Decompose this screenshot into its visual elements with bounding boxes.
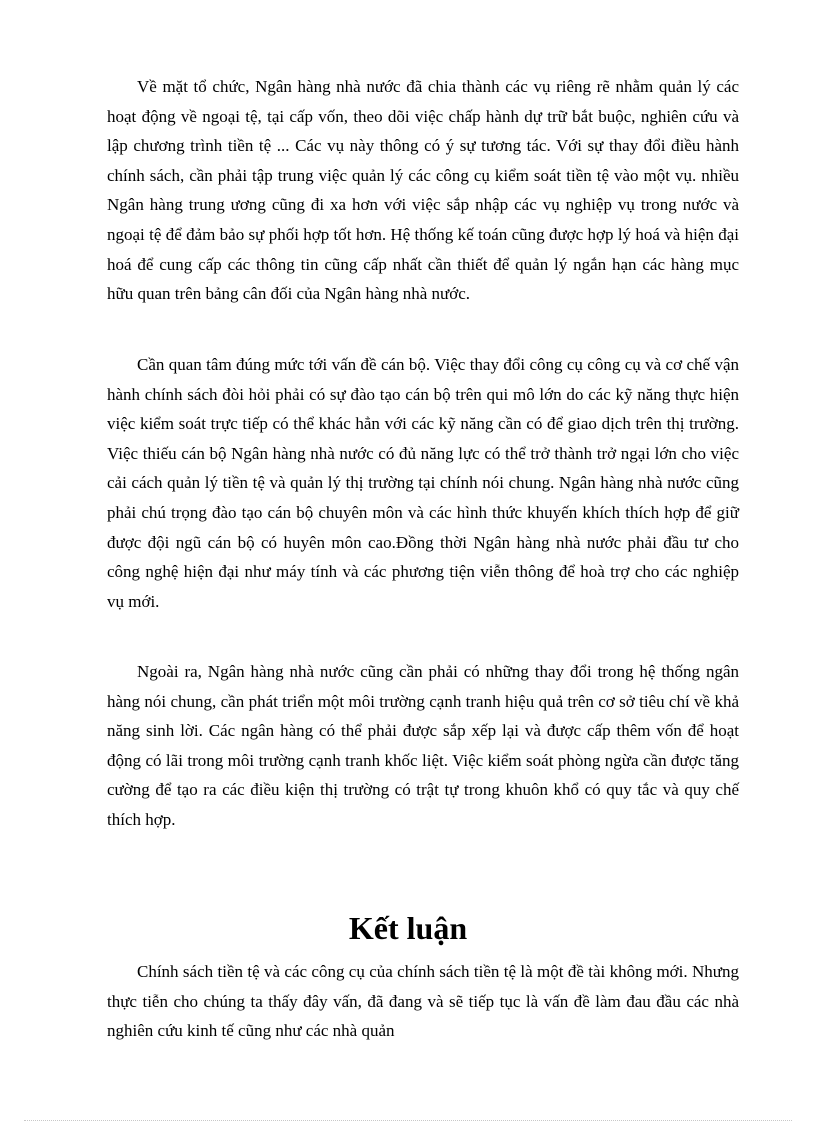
- paragraph-3: Ngoài ra, Ngân hàng nhà nước cũng cần phải có những thay đổi trong hệ thống ngân hàng nói chung, cần phát triển một môi trường cạnh tranh hiệu quả trên cơ sở tiêu chí về khả năng sinh lời. Các ngân hàng có thể phải được sắp xếp lại và được cấp thêm vốn để hoạt động có lãi trong môi trường cạnh tranh khốc liệt. Việc kiểm soát phòng ngừa cần được tăng cường để tạo ra các điều kiện thị trường có trật tự trong khuôn khổ có quy tắc và quy chế thích hợp.: [107, 662, 739, 829]
- paragraph-4: Chính sách tiền tệ và các công cụ của chính sách tiền tệ là một đề tài không mới. Nhưng thực tiễn cho chúng ta thấy đây vấn, đã đang và sẽ tiếp tục là vấn đề làm đau đầu các nhà nghiên cứu kinh tế cũng như các nhà quản: [107, 962, 739, 1041]
- paragraph-2: Cần quan tâm đúng mức tới vấn đề cán bộ. Việc thay đổi công cụ công cụ và cơ chế vận hành chính sách đòi hỏi phải có sự đào tạo cán bộ trên qui mô lớn do các kỹ năng thực hiện việc kiểm soát trực tiếp có thể khác hẳn với các kỹ năng cần có để giao dịch trên thị trường. Việc thiếu cán bộ Ngân hàng nhà nước có đủ năng lực có thể trở thành trở ngại lớn cho việc cải cách quản lý tiền tệ và quản lý thị trường tại chính nói chung. Ngân hàng nhà nước cũng phải chú trọng đào tạo cán bộ chuyên môn và các hình thức khuyến khích thích hợp để giữ được đội ngũ cán bộ có huyên môn cao.Đồng thời Ngân hàng nhà nước phải đầu tư cho công nghệ hiện đại như máy tính và các phương tiện viễn thông để hoà trợ cho các nghiệp vụ mới.: [107, 355, 739, 611]
- section-heading-conclusion: Kết luận: [348, 910, 468, 946]
- page-bottom-divider: [24, 1120, 792, 1121]
- paragraph-1: Về mặt tổ chức, Ngân hàng nhà nước đã chia thành các vụ riêng rẽ nhằm quản lý các hoạt động về ngoại tệ, tại cấp vốn, theo dõi việc chấp hành dự trữ bắt buộc, nghiên cứu và lập chương trình tiền tệ ... Các vụ này thông có ý sự tương tác. Với sự thay đổi điều hành chính sách, cần phải tập trung việc quản lý các công cụ kiểm soát tiền tệ vào một vụ. nhiều Ngân hàng trung ương cũng đi xa hơn với việc sắp nhập các vụ nghiệp vụ trong nước và ngoại tệ để đảm bảo sự phối hợp tốt hơn. Hệ thống kế toán cũng được hợp lý hoá và hiện đại hoá để cung cấp các thông tin cũng cấp nhất cần thiết để quản lý ngắn hạn các hàng mục hữu quan trên bảng cân đối của Ngân hàng nhà nước.: [107, 77, 739, 304]
